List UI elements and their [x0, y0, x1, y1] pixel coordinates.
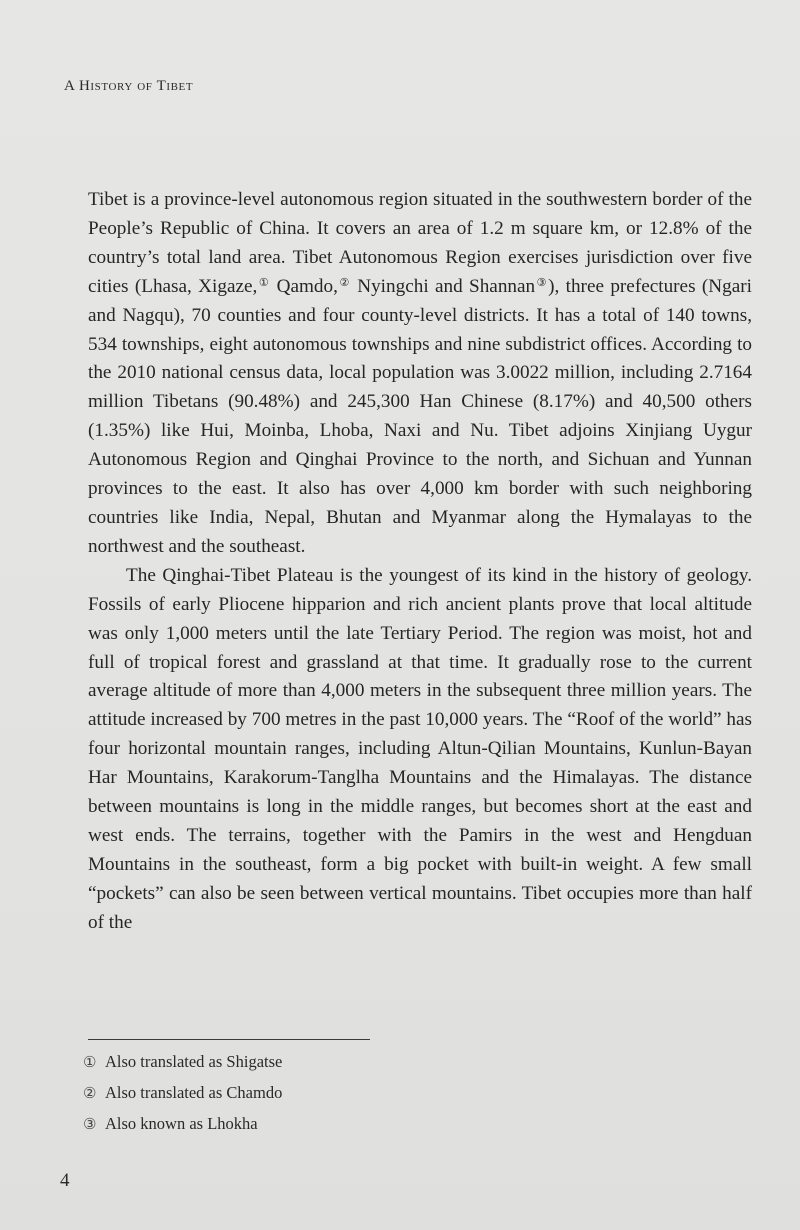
footnotes: [83, 1047, 282, 1140]
footnote-2: [83, 1078, 282, 1109]
footnote-3-mark: ③: [83, 1117, 97, 1133]
footnote-1: [83, 1047, 282, 1078]
paragraph-1-text-b: Qamdo,: [270, 275, 338, 297]
footnote-1-text: Also translated as Shigatse: [105, 1052, 283, 1071]
footnote-3: [83, 1109, 282, 1140]
footnote-ref-2: ②: [337, 276, 351, 289]
page-number: 4: [60, 1170, 70, 1191]
footnote-2-text: Also translated as Chamdo: [105, 1083, 283, 1102]
body-text: [88, 186, 752, 938]
footnote-1-mark: ①: [83, 1055, 97, 1071]
footnote-ref-1: ①: [257, 276, 271, 289]
paragraph-1: [88, 186, 752, 562]
footnote-2-mark: ②: [83, 1086, 97, 1102]
paragraph-1-text-c: Nyingchi and Shannan: [350, 275, 536, 297]
running-head: A History of Tibet: [64, 78, 194, 94]
paragraph-1-text-a: Tibet is a province-level autonomous region situated in the southwestern border of the People’s Republic of China. It covers an area of 1.2 m square km, or 12.8% of the country’s total land area. Tibet Autonomous Region exercises jurisdiction over five cities (Lhasa, Xigaze,: [88, 189, 752, 297]
footnote-3-text: Also known as Lhokha: [105, 1114, 258, 1133]
footnote-divider: [88, 1039, 370, 1040]
paragraph-1-text-d: ), three prefectures (Ngari and Nagqu), 70 counties and four county-level districts. It has a total of 140 towns, 534 townships, eight autonomous townships and nine subdistrict offices. According to the 2010 national census data, local population was 3.0022 million, including 2.7164 million Tibetans (90.48%) and 245,300 Han Chinese (8.17%) and 40,500 others (1.35%) like Hui, Moinba, Lhoba, Naxi and Nu. Tibet adjoins Xinjiang Uygur Autonomous Region and Qinghai Province to the north, and Sichuan and Yunnan provinces to the east. It also has over 4,000 km border with such neighboring countries like India, Nepal, Bhutan and Myanmar along the Hymalayas to the northwest and the southeast.: [88, 275, 752, 557]
footnote-ref-3: ③: [535, 276, 549, 289]
paragraph-2: The Qinghai-Tibet Plateau is the youngest of its kind in the history of geology. Fossils of early Pliocene hipparion and rich ancient plants prove that local altitude was only 1,000 meters until the late Tertiary Period. The region was moist, hot and full of tropical forest and grassland at that time. It gradually rose to the current average altitude of more than 4,000 meters in the subsequent three million years. The attitude increased by 700 metres in the past 10,000 years. The “Roof of the world” has four horizontal mountain ranges, including Altun-Qilian Mountains, Kunlun-Bayan Har Mountains, Karakorum-Tanglha Mountains and the Himalayas. The distance between mountains is long in the middle ranges, but becomes short at the east and west ends. The terrains, together with the Pamirs in the west and Hengduan Mountains in the southeast, form a big pocket with built-in weight. A few small “pockets” can also be seen between vertical mountains. Tibet occupies more than half of the: [88, 564, 752, 933]
